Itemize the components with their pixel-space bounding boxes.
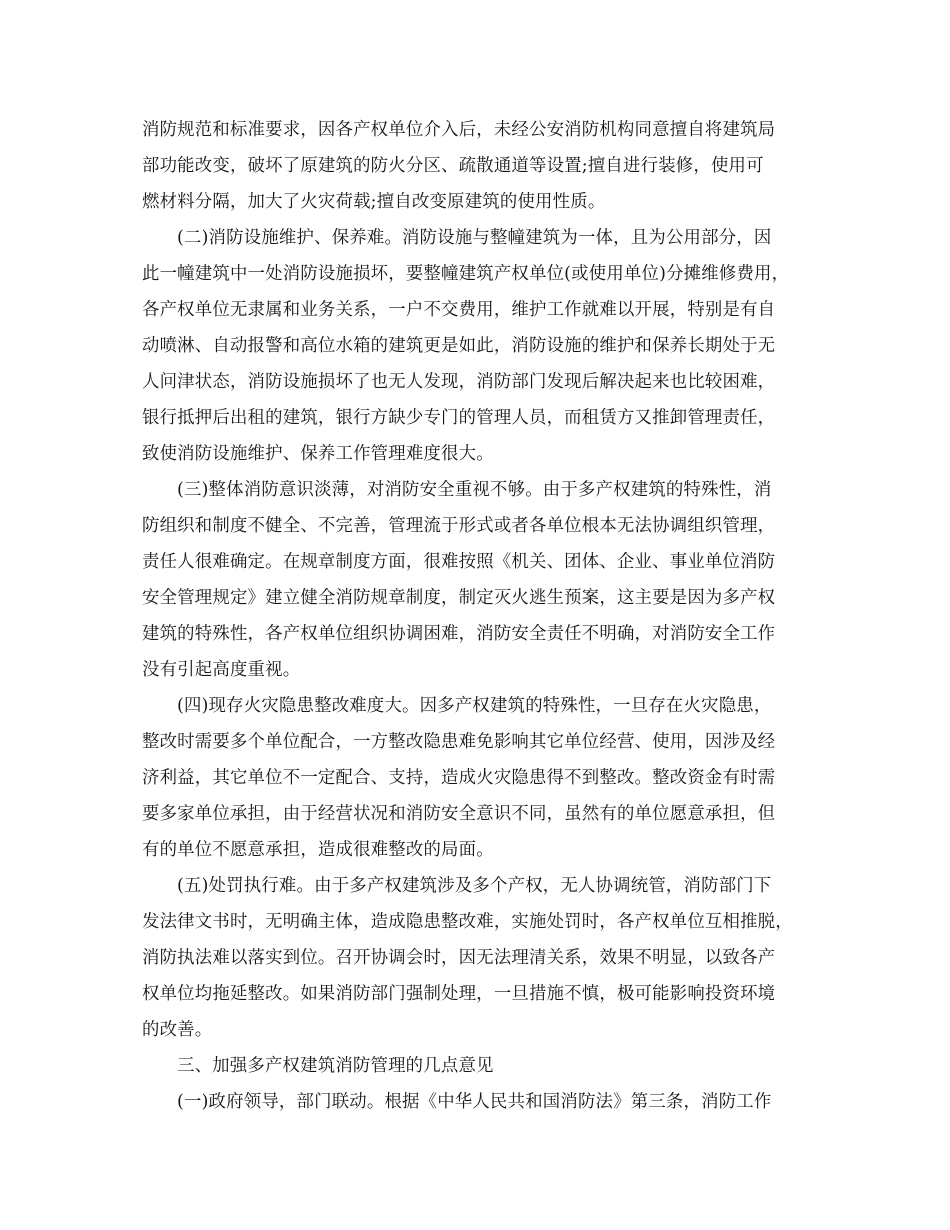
- paragraph-first-line: (五)处罚执行难。由于多产权建筑涉及多个产权，无人协调统管，消防部门下: [177, 876, 772, 896]
- text-line: 各产权单位无隶属和业务关系，一户不交费用，维护工作就难以开展，特别是有自: [142, 300, 776, 320]
- text-line: 动喷淋、自动报警和高位水箱的建筑更是如此，消防设施的维护和保养长期处于无: [142, 336, 776, 356]
- text-line: 部功能改变，破坏了原建筑的防火分区、疏散通道等设置;擅自进行装修，使用可: [142, 156, 764, 176]
- text-line: 济利益，其它单位不一定配合、支持，造成火灾隐患得不到整改。整改资金有时需: [142, 768, 776, 788]
- text-line: 此一幢建筑中一处消防设施损坏，要整幢建筑产权单位(或使用单位)分摊维修费用，: [142, 264, 790, 284]
- text-line: 燃材料分隔，加大了火灾荷载;擅自改变原建筑的使用性质。: [142, 192, 606, 212]
- text-line: 防组织和制度不健全、不完善，管理流于形式或者各单位根本无法协调组织管理，: [142, 516, 776, 536]
- text-line: 要多家单位承担，由于经营状况和消防安全意识不同，虽然有的单位愿意承担，但: [142, 804, 776, 824]
- text-line: 没有引起高度重视。: [142, 660, 301, 680]
- paragraph-first-line: (二)消防设施维护、保养难。消防设施与整幢建筑为一体，且为公用部分，因: [177, 228, 772, 248]
- text-line: 发法律文书时，无明确主体，造成隐患整改难，实施处罚时，各产权单位互相推脱，: [142, 912, 793, 932]
- text-line: 的改善。: [142, 1020, 213, 1040]
- text-line: 有的单位不愿意承担，造成很难整改的局面。: [142, 840, 494, 860]
- text-line: 权单位均拖延整改。如果消防部门强制处理，一旦措施不慎，极可能影响投资环境: [142, 984, 776, 1004]
- paragraph-first-line: (一)政府领导，部门联动。根据《中华人民共和国消防法》第三条，消防工作: [177, 1092, 772, 1112]
- text-line: 整改时需要多个单位配合，一方整改隐患难免影响其它单位经营、使用，因涉及经: [142, 732, 776, 752]
- text-line: 人问津状态，消防设施损坏了也无人发现，消防部门发现后解决起来也比较困难，: [142, 372, 776, 392]
- text-line: 安全管理规定》建立健全消防规章制度，制定灭火逃生预案，这主要是因为多产权: [142, 588, 776, 608]
- text-line: 银行抵押后出租的建筑，银行方缺少专门的管理人员，而租赁方又推卸管理责任，: [142, 408, 776, 428]
- text-line: 建筑的特殊性，各产权单位组织协调困难，消防安全责任不明确，对消防安全工作: [142, 624, 776, 644]
- text-line: 致使消防设施维护、保养工作管理难度很大。: [142, 444, 494, 464]
- text-line: 责任人很难确定。在规章制度方面，很难按照《机关、团体、企业、事业单位消防: [142, 552, 776, 572]
- text-line: 消防执法难以落实到位。召开协调会时，因无法理清关系，效果不明显，以致各产: [142, 948, 776, 968]
- paragraph-first-line: (四)现存火灾隐患整改难度大。因多产权建筑的特殊性，一旦存在火灾隐患，: [177, 696, 772, 716]
- section-heading: 三、加强多产权建筑消防管理的几点意见: [177, 1056, 494, 1076]
- paragraph-first-line: (三)整体消防意识淡薄，对消防安全重视不够。由于多产权建筑的特殊性，消: [177, 480, 772, 500]
- text-line: 消防规范和标准要求，因各产权单位介入后，未经公安消防机构同意擅自将建筑局: [142, 120, 776, 140]
